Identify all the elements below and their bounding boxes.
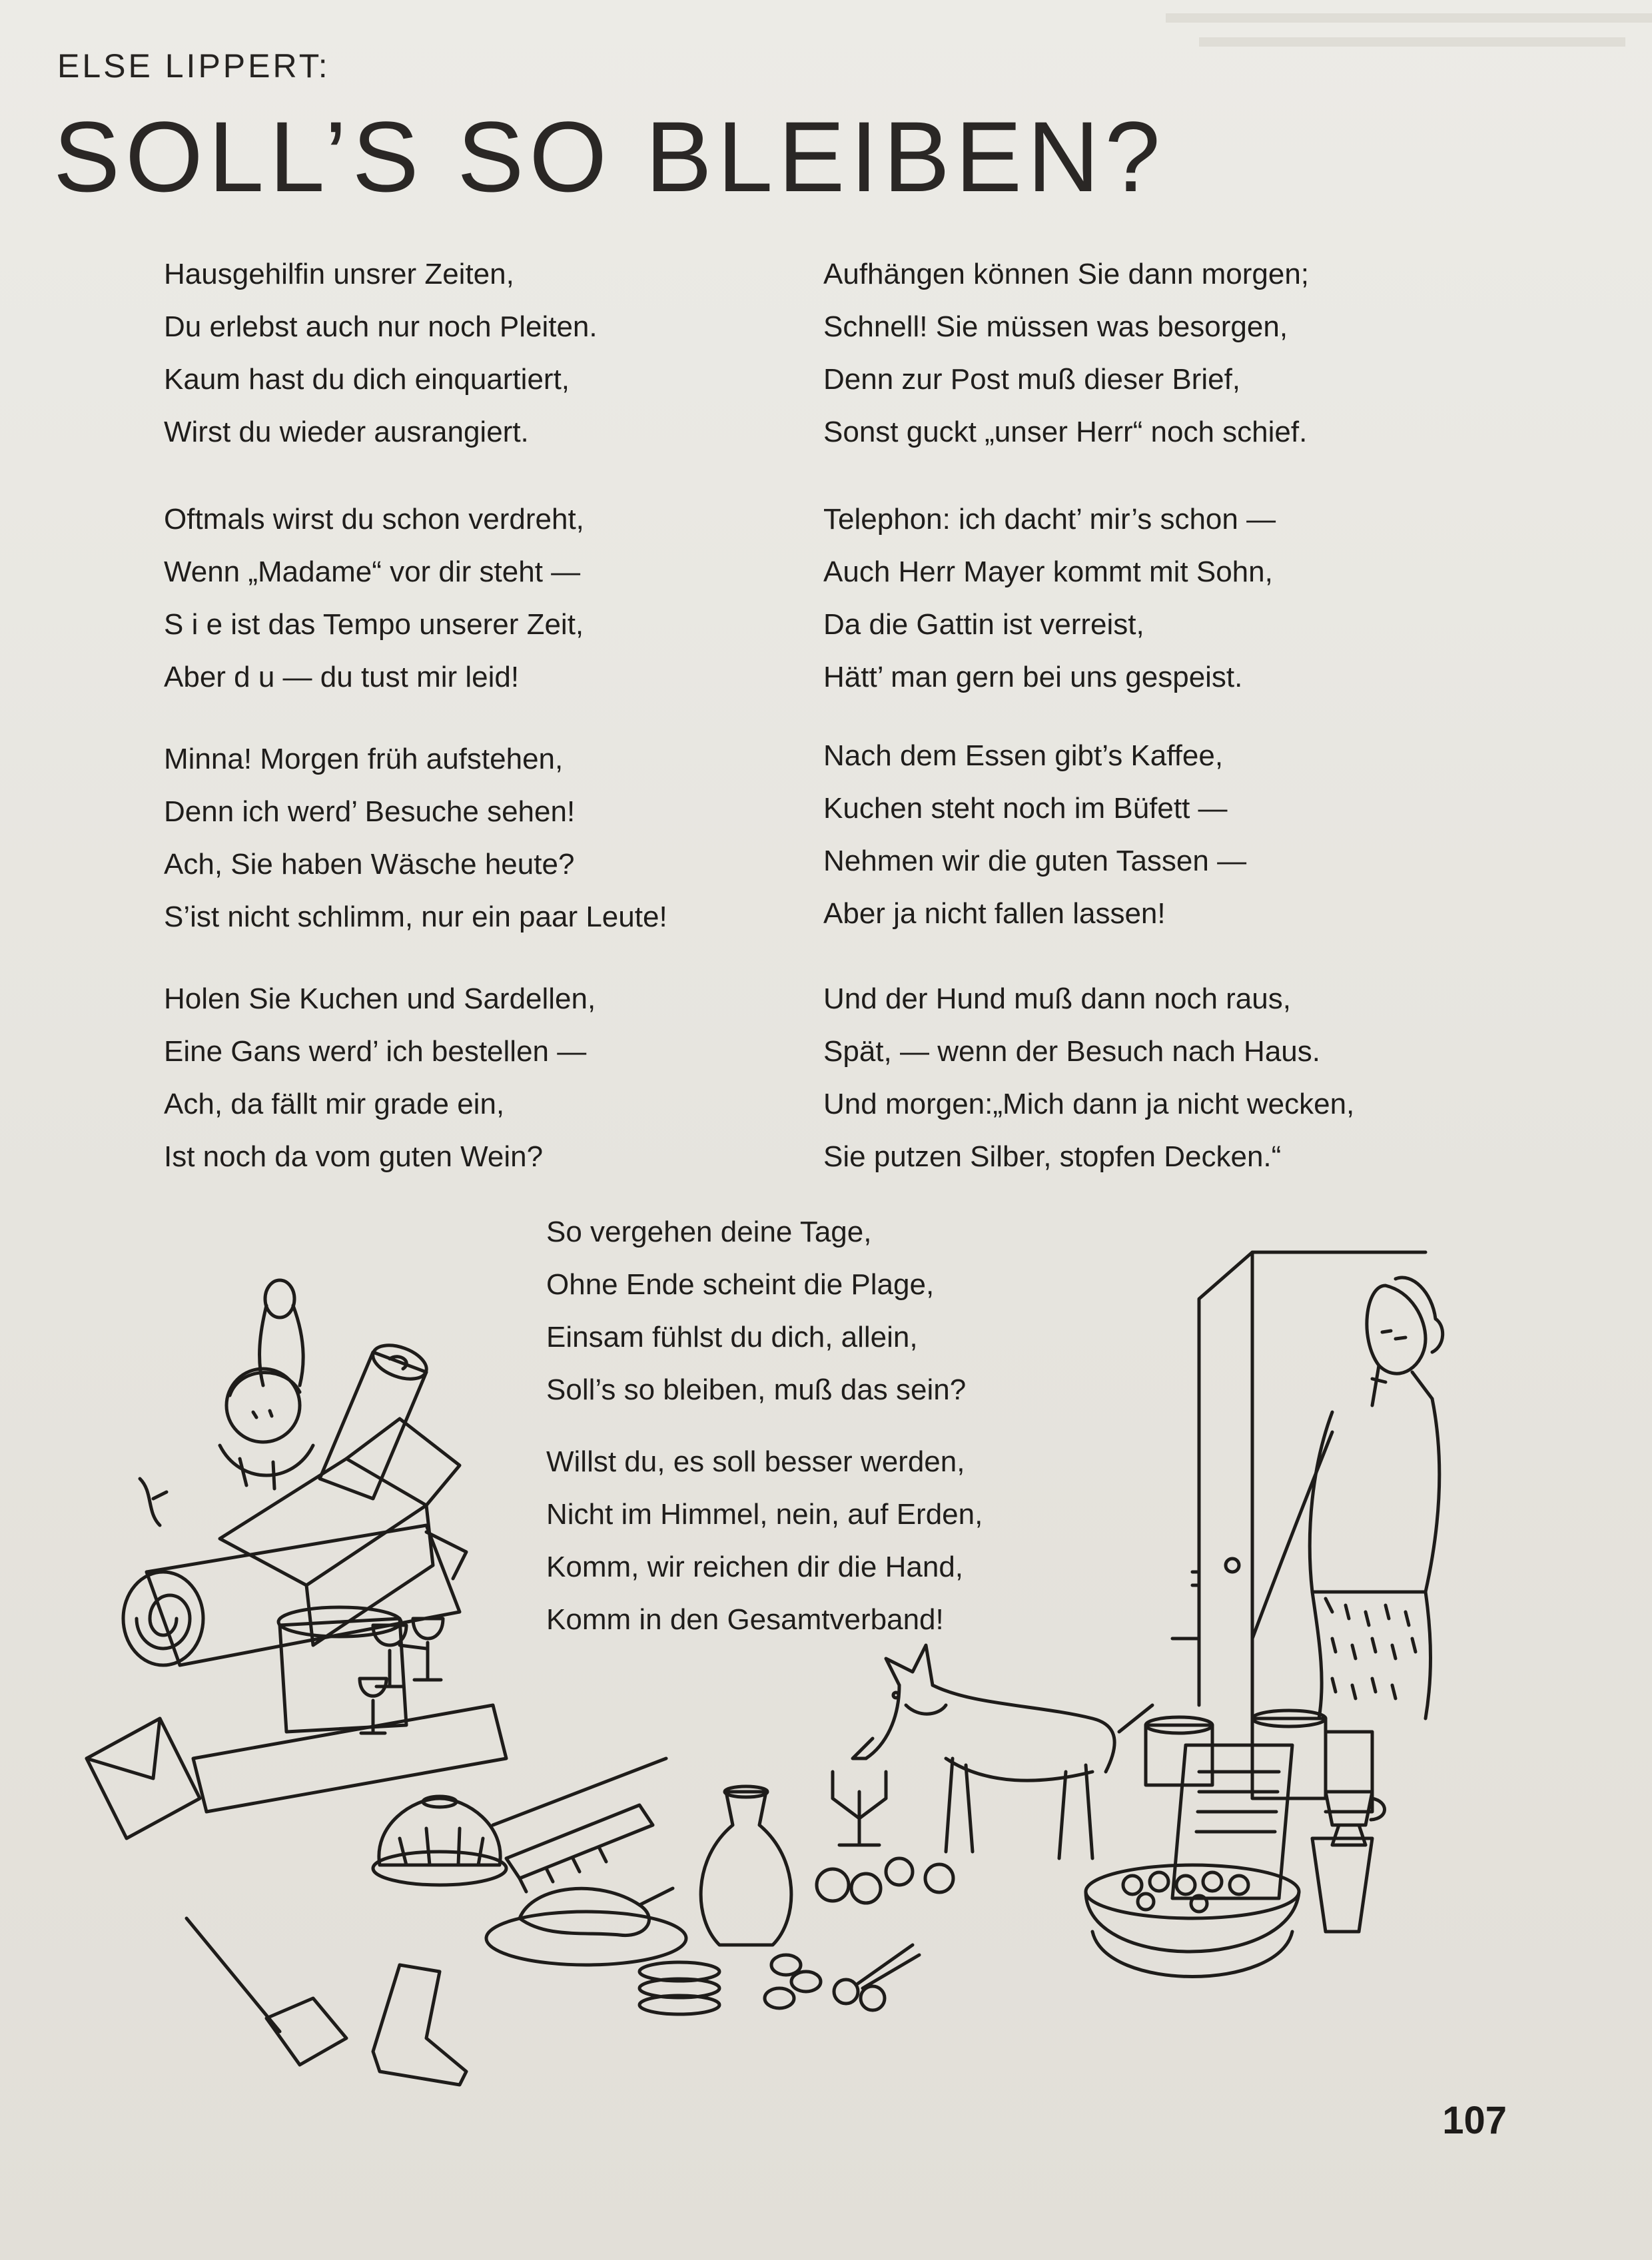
verse-line: Ohne Ende scheint die Plage,: [546, 1268, 935, 1301]
woman-figure-right: [1252, 1278, 1443, 1718]
poem-title: SOLL’S SO BLEIBEN?: [53, 101, 1166, 212]
board-plank: [193, 1705, 506, 1812]
verse-line: So vergehen deine Tage,: [546, 1216, 872, 1248]
verse-line: Komm, wir reichen dir die Hand,: [546, 1551, 964, 1583]
verse-line: Du erlebst auch nur noch Pleiten.: [164, 310, 598, 343]
verse-line: Hätt’ man gern bei uns gespeist.: [823, 661, 1243, 693]
plate-stack: [639, 1962, 719, 2014]
verse-line: Sonst guckt „unser Herr“ noch schief.: [823, 416, 1308, 448]
verse-line: Ach, Sie haben Wäsche heute?: [164, 848, 575, 881]
verse-line: Telephon: ich dacht’ mir’s schon —: [823, 503, 1276, 536]
verse-line: Hausgehilfin unsrer Zeiten,: [164, 258, 514, 290]
verse-line: Nach dem Essen gibt’s Kaffee,: [823, 739, 1224, 772]
verse-line: S i e ist das Tempo unserer Zeit,: [164, 608, 584, 641]
verse-line: Auch Herr Mayer kommt mit Sohn,: [823, 556, 1273, 588]
bundt-cake-mold: [373, 1796, 506, 1885]
verse-line: Nehmen wir die guten Tassen —: [823, 845, 1247, 877]
verse-line: Denn zur Post muß dieser Brief,: [823, 363, 1241, 396]
maid-figure-left: [220, 1280, 313, 1489]
carpet-roll: [123, 1525, 466, 1665]
verse-line: Aber d u — du tust mir leid!: [164, 661, 520, 693]
author-name: ELSE LIPPERT:: [57, 47, 330, 85]
verse-line: Und morgen:„Mich dann ja nicht wecken,: [823, 1088, 1355, 1120]
verse-line: S’ist nicht schlimm, nur ein paar Leute!: [164, 901, 667, 933]
verse-line: Ach, da fällt mir grade ein,: [164, 1088, 505, 1120]
doorway: [1172, 1252, 1426, 1725]
verse-line: Holen Sie Kuchen und Sardellen,: [164, 982, 596, 1015]
verse-line: Spät, — wenn der Besuch nach Haus.: [823, 1035, 1320, 1068]
verse-line: Denn ich werd’ Besuche sehen!: [164, 795, 576, 828]
verse-line: Eine Gans werd’ ich bestellen —: [164, 1035, 587, 1068]
verse-line: Nicht im Himmel, nein, auf Erden,: [546, 1498, 983, 1531]
washtub: [1086, 1865, 1299, 1977]
shoe: [373, 1965, 466, 2085]
verse-line: Soll’s so bleiben, muß das sein?: [546, 1373, 967, 1406]
verse-line: Willst du, es soll besser werden,: [546, 1445, 965, 1478]
verse-line: Einsam fühlst du dich, allein,: [546, 1321, 918, 1353]
verse-line: Kaum hast du dich einquartiert,: [164, 363, 570, 396]
verse-line: Schnell! Sie müssen was besorgen,: [823, 310, 1288, 343]
eggs: [765, 1955, 821, 2008]
scissors: [834, 1945, 919, 2010]
verse-line: Minna! Morgen früh aufstehen,: [164, 743, 564, 775]
scrub-brush: [493, 1758, 666, 1892]
verse-line: Kuchen steht noch im Büfett —: [823, 792, 1228, 825]
verse-line: Aber ja nicht fallen lassen!: [823, 897, 1166, 930]
verse-line: Und der Hund muß dann noch raus,: [823, 982, 1291, 1015]
verse-line: Wirst du wieder ausrangiert.: [164, 416, 529, 448]
envelope: [87, 1718, 200, 1838]
verse-line: Wenn „Madame“ vor dir steht —: [164, 556, 581, 588]
vase: [701, 1786, 791, 1945]
verse-line: Sie putzen Silber, stopfen Decken.“: [823, 1140, 1282, 1173]
broom: [187, 1918, 346, 2065]
verse-line: Komm in den Gesamtverband!: [546, 1603, 944, 1636]
verse-line: Oftmals wirst du schon verdreht,: [164, 503, 584, 536]
fruit-pile: [817, 1858, 953, 1903]
dog: [853, 1645, 1152, 1858]
verse-line: Ist noch da vom guten Wein?: [164, 1140, 544, 1173]
verse-line: Da die Gattin ist verreist,: [823, 608, 1144, 641]
antler-candlestick: [833, 1772, 886, 1845]
verse-line: Aufhängen können Sie dann morgen;: [823, 258, 1310, 290]
roast-goose-plate: [486, 1888, 686, 1965]
page-number: 107: [1442, 2099, 1507, 2142]
